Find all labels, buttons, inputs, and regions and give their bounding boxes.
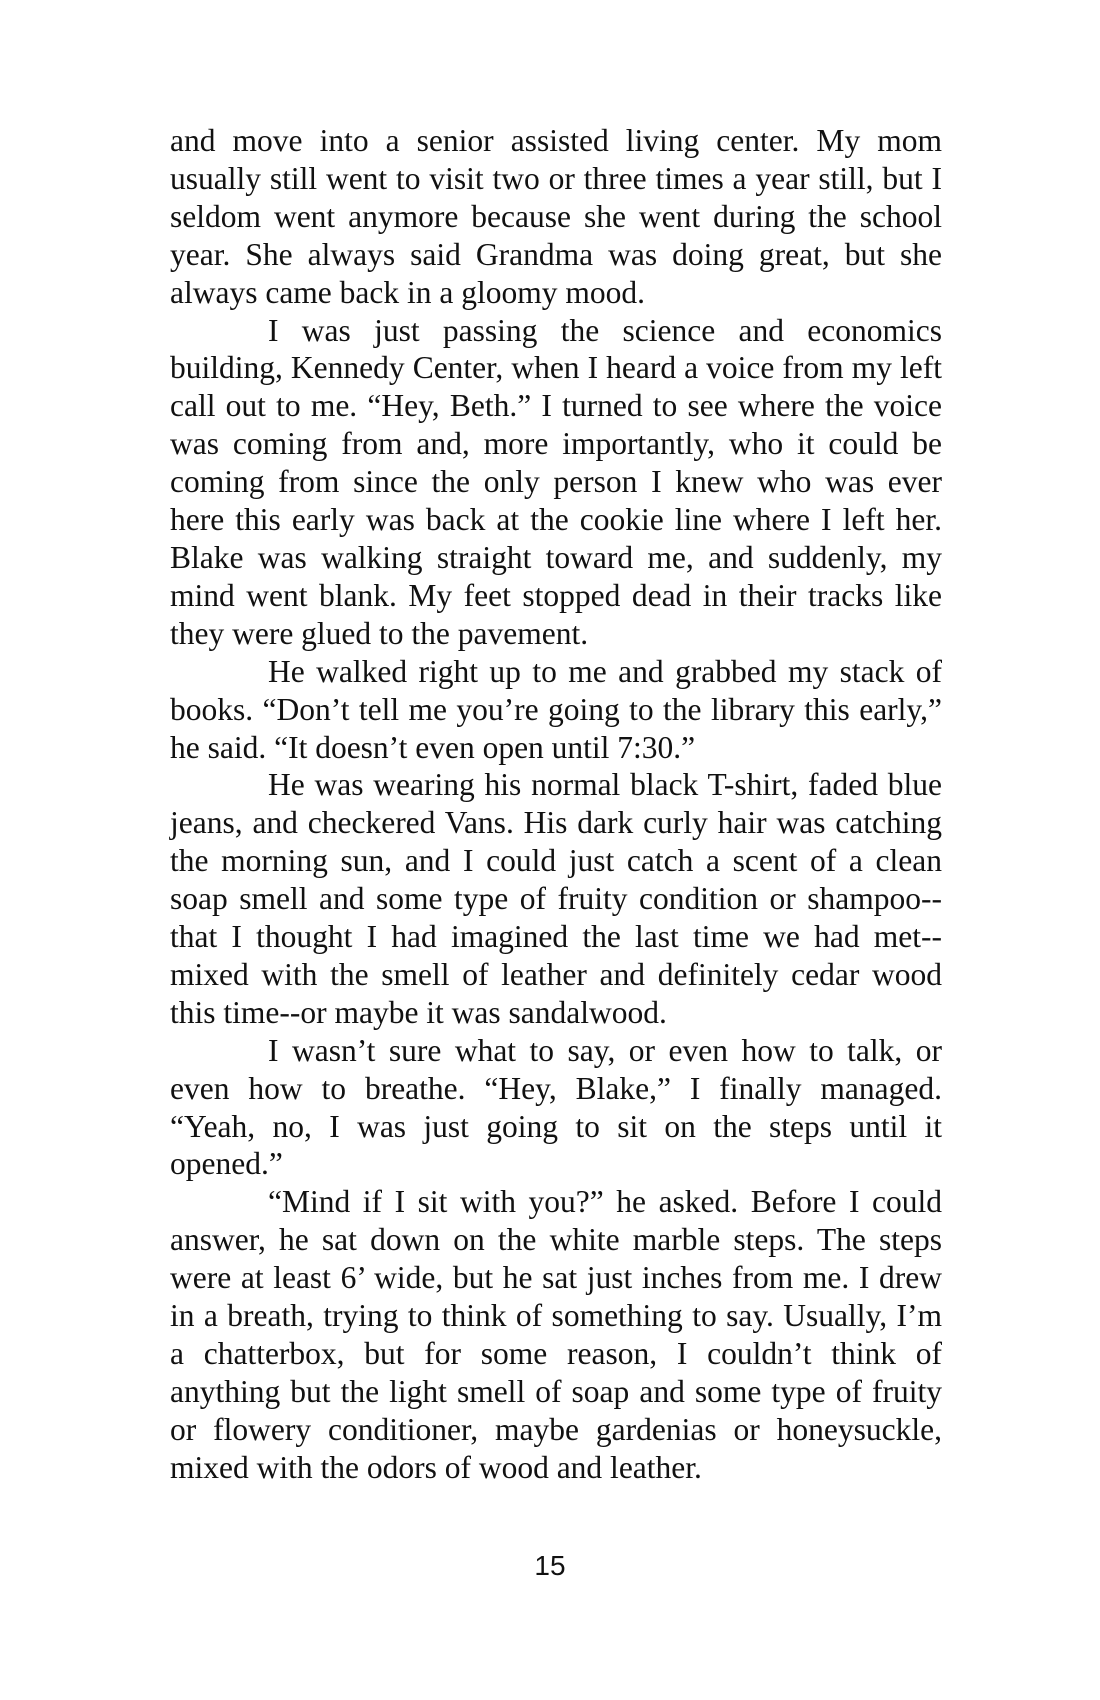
paragraph: He was wearing his normal black T-shirt, faded blue jeans, and checkered Vans. His dark curly hair was catching the morning sun, and I could just catch a scent of a clean soap smell and some type of fruity condition or shampoo--that I thought I had imagined the last time we had met--mixed with the smell of leather and definitely cedar wood this time--or maybe it was sandalwood.: [170, 767, 942, 1030]
paragraph: and move into a senior assisted living center. My mom usually still went to visit two or three times a year still, but I seldom went anymore because she went during the school year. She always said Grandma was doing great, but she always came back in a gloomy mood.: [170, 123, 942, 310]
paragraph: I wasn’t sure what to say, or even how to talk, or even how to breathe. “Hey, Blake,” I finally managed. “Yeah, no, I was just going to sit on the steps until it opened.”: [170, 1032, 942, 1182]
paragraph: I was just passing the science and economics building, Kennedy Center, when I heard a voice from my left call out to me. “Hey, Beth.” I turned to see where the voice was coming from and, more importantly, who it could be coming from since the only person I knew who was ever here this early was back at the cookie line where I left her. Blake was walking straight toward me, and suddenly, my mind went blank. My feet stopped dead in their tracks like they were glued to the pavement.: [170, 312, 942, 651]
body-text: [170, 122, 942, 1487]
paragraph: He walked right up to me and grabbed my stack of books. “Don’t tell me you’re going to the library this early,” he said. “It doesn’t even open until 7:30.”: [170, 653, 942, 765]
page-number: 15: [534, 1550, 566, 1581]
paragraph: “Mind if I sit with you?” he asked. Before I could answer, he sat down on the white marble steps. The steps were at least 6’ wide, but he sat just inches from me. I drew in a breath, trying to think of something to say. Usually, I’m a chatterbox, but for some reason, I couldn’t think of anything but the light smell of soap and some type of fruity or flowery conditioner, maybe gardenias or honeysuckle, mixed with the odors of wood and leather.: [170, 1184, 942, 1485]
